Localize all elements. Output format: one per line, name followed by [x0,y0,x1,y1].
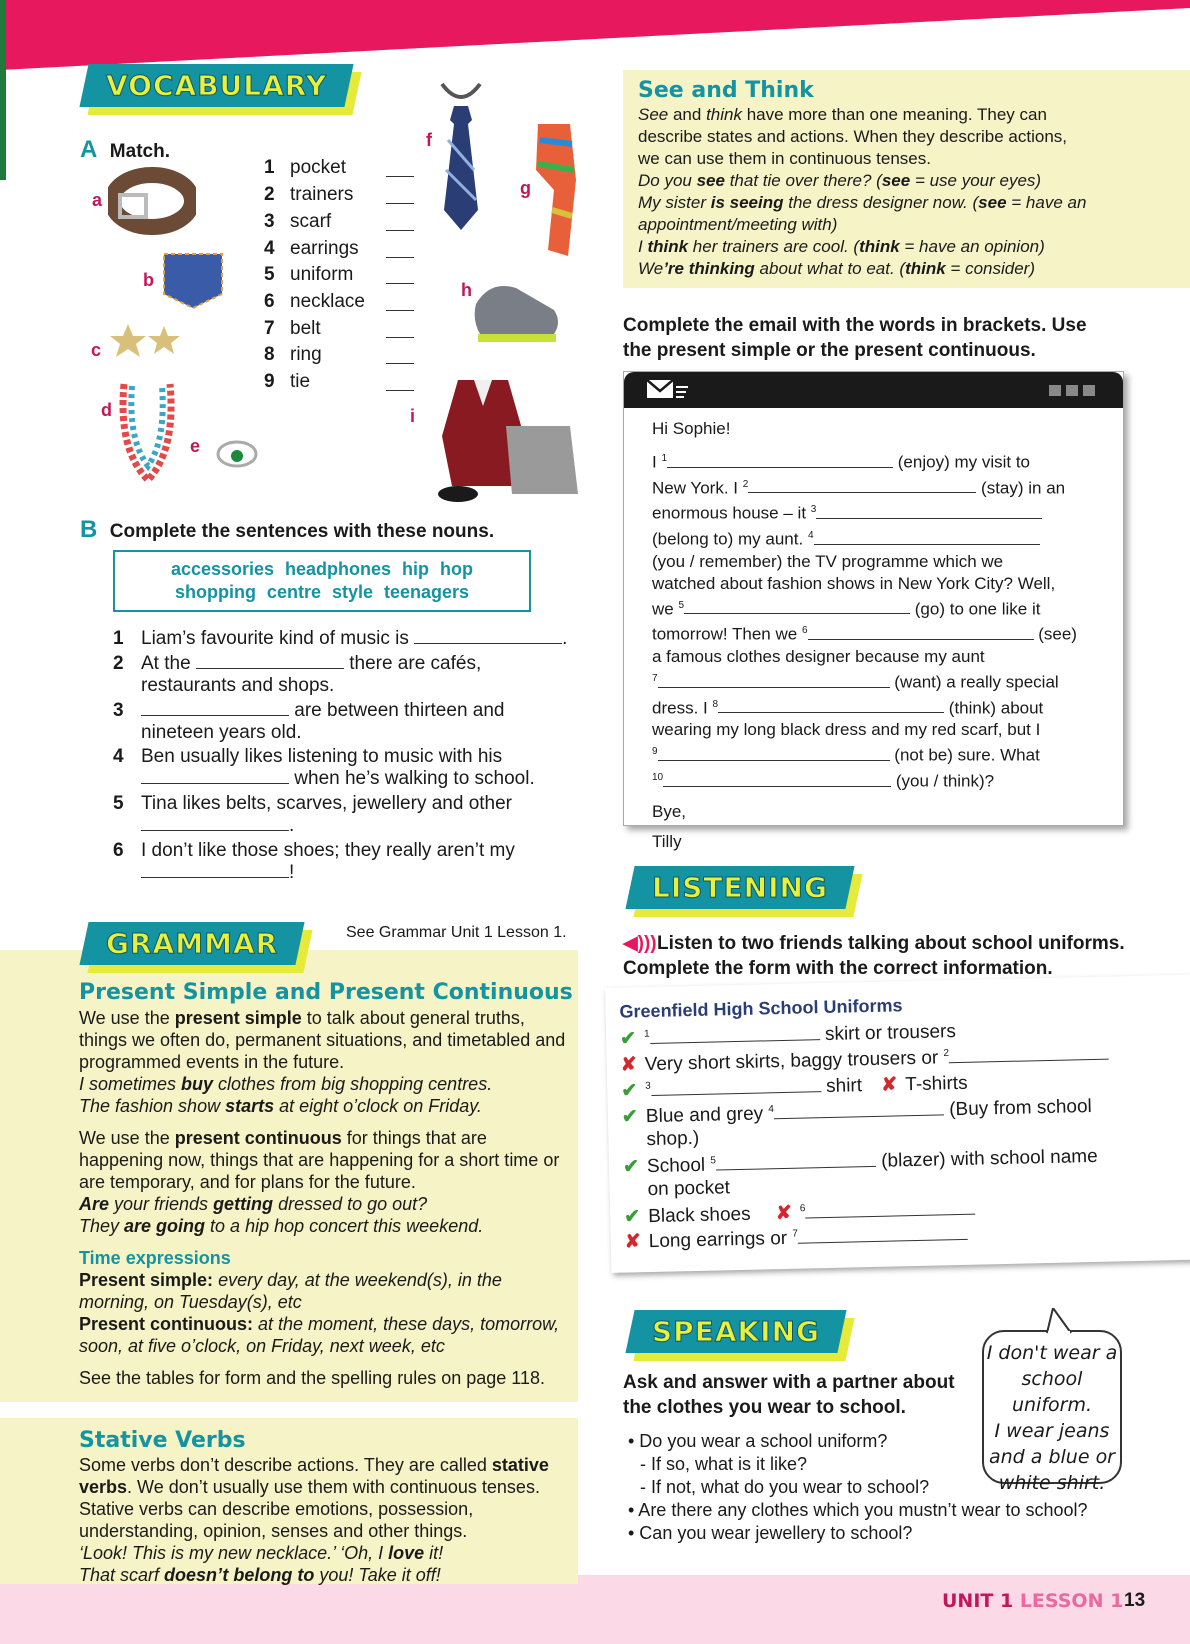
see-think-line: appointment/meeting with) [638,215,838,234]
form-row: ✔ $^3$ shirt ✘ T-shirts [621,1072,968,1102]
email-blank-7[interactable] [658,672,890,688]
email-line: a famous clothes designer because my aunt [652,646,985,666]
cross-icon: ✘ [620,1054,637,1076]
uniform-image [428,376,578,504]
time-expr-simple: Present simple: every day, at the weekend(s), in the morning, on Tuesday(s), etc [79,1270,502,1312]
email-header-bar [624,372,1123,408]
pic-letter-e: e [190,436,201,456]
email-blank-10[interactable] [663,771,891,787]
email-greeting: Hi Sophie! [652,419,731,438]
form-row: ✘ Very short skirts, baggy trousers or $^2$ [620,1043,1109,1077]
listening-badge: LISTENING [630,866,850,909]
tick-icon: ✔ [621,1080,638,1102]
see-think-line: we can use them in continuous tenses. [638,149,931,168]
pic-letter-a: a [92,190,103,210]
match-item: 7 belt [264,318,321,344]
stative-example: ‘Look! This is my new necklace.’ ‘Oh, I love it! [79,1543,444,1563]
sentence-3: 3 are between thirteen and nineteen years old. [113,700,505,743]
match-item: 1 pocket [264,157,346,183]
form-row: ✘ Long earrings or $^7$ [625,1223,969,1254]
envelope-icon [646,378,690,402]
noun-box [113,550,531,612]
email-blank-5[interactable] [684,598,910,614]
stative-heading: Stative Verbs [79,1428,246,1453]
grammar-reference: See Grammar Unit 1 Lesson 1. [346,924,567,941]
speech-bubble: I don't wear a school uniform. I wear jeans and a blue or white shirt. [982,1330,1122,1484]
email-window [623,371,1124,851]
tie-image [434,80,488,232]
window-control-icon[interactable] [1066,385,1078,396]
tick-icon: ✔ [621,1106,639,1128]
grammar-paragraph: We use the present simple to talk about general truths, things we often do, permanent situations, and timetabled and programmed events in the future. [79,1008,566,1072]
ring-image [214,434,260,470]
match-item: 6 necklace [264,291,365,317]
form-row: ✔ $^1$ skirt or trousers [619,1021,957,1050]
audio-icon[interactable]: ◀))) [623,933,657,954]
email-body [652,414,1112,853]
form-row: ✔ Blue and grey $^4$ (Buy from school [621,1095,1092,1128]
exercise-letter-b: B [80,516,98,543]
email-blank-3[interactable] [816,503,1042,519]
email-line: $^9$ (not be) sure. What [652,745,1040,765]
match-item: 8 ring [264,344,322,370]
page-number: 13 [1124,1590,1146,1611]
exercise-a-header [80,136,170,164]
email-line: New York. I $^2$ (stay) in an [652,478,1066,498]
listening-instruction: ◀)))Listen to two friends talking about school uniforms. Complete the form with the correct information. [623,933,1125,979]
form-title: Greenfield High School Uniforms [619,995,903,1022]
speaking-question: • Are there any clothes which you mustn’t wear to school? [628,1500,1088,1520]
match-item: 2 trainers [264,184,353,210]
noun-line: shopping centre style teenagers [174,582,470,602]
see-think-line: Do you see that tie over there? (see = use your eyes) [638,171,1042,190]
pic-letter-f: f [426,130,432,150]
match-item: 4 earrings [264,238,359,264]
form-row: ✔ School $^5$ (blazer) with school name [622,1145,1098,1178]
cross-icon: ✘ [624,1231,641,1253]
match-item: 3 scarf [264,211,331,237]
exercise-b-title: Complete the sentences with these nouns. [109,521,495,542]
see-think-line: My sister is seeing the dress designer now. (see = have an [638,193,1087,212]
email-line: tomorrow! Then we $^6$ (see) [652,624,1077,644]
sentence-6: 6 I don’t like those shoes; they really aren’t my ! [113,840,515,883]
window-control-icon[interactable] [1049,385,1061,396]
form-blank-2[interactable] [949,1044,1109,1064]
email-instruction: Complete the email with the words in brackets. Use the present simple or the present continuous. [623,315,1087,361]
form-row-cont: shop.) [646,1127,700,1151]
speaking-question: • Do you wear a school uniform? [628,1431,888,1451]
stative-body [79,1454,569,1586]
match-item: 5 uniform [264,264,353,290]
answer-blank[interactable] [141,815,289,831]
sentence-5: 5 Tina likes belts, scarves, jewellery and other . [113,793,513,836]
tick-icon: ✔ [622,1156,640,1178]
exercise-letter-a: A [80,136,98,163]
footer-unit-lesson: UNIT 1 LESSON 1 [942,1590,1124,1612]
speaking-badge: SPEAKING [630,1310,842,1353]
uniform-form [605,975,1190,1273]
form-blank-7[interactable] [798,1224,968,1244]
sentence-1: 1 Liam’s favourite kind of music is . [113,628,568,649]
tables-reference: See the tables for form and the spelling rules on page 118. [79,1368,545,1388]
pic-letter-i: i [410,406,416,426]
tick-icon: ✔ [619,1028,637,1050]
pic-letter-b: b [143,270,154,290]
see-think-line: We’re thinking about what to eat. (think = consider) [638,259,1035,278]
email-blank-2[interactable] [748,477,976,493]
grammar-example: I sometimes buy clothes from big shopping centres. [79,1074,493,1094]
email-line: we $^5$ (go) to one like it [652,599,1041,619]
trainers-image [470,274,566,352]
sentence-2: 2 At the there are cafés, restaurants and shops. [113,653,482,696]
window-control-icon[interactable] [1083,385,1095,396]
stative-example: That scarf doesn’t belong to you! Take it off! [79,1565,441,1585]
email-line: $^7$ (want) a really special [652,672,1059,692]
email-line: I $^1$ (enjoy) my visit to [652,452,1031,472]
see-think-line: See and think have more than one meaning. They can [638,105,1047,124]
grammar-paragraph: We use the present continuous for things that are happening now, things that are happening for a short time or are temporary, and for plans for the future. [79,1128,560,1192]
email-line: wearing my long black dress and my red scarf, but I [652,720,1041,740]
email-blank-8[interactable] [718,697,944,713]
email-closing: Bye, [652,801,687,821]
tick-icon: ✔ [623,1206,641,1228]
pic-letter-h: h [461,280,472,300]
answer-blank[interactable] [141,700,289,716]
form-blank-6[interactable] [805,1199,975,1219]
email-blank-9[interactable] [658,745,890,761]
answer-blank[interactable] [196,653,344,669]
time-expr-continuous: Present continuous: at the moment, these days, tomorrow, soon, at five o’clock, on Friday, next week, etc [79,1314,560,1356]
form-blank-1[interactable] [649,1024,819,1044]
grammar-example: They are going to a hip hop concert this weekend. [79,1216,484,1236]
side-strip [0,0,6,180]
email-line: dress. I $^8$ (think) about [652,698,1044,718]
email-line: watched about fashion shows in New York City? Well, [652,573,1056,593]
form-row: ✔ Black shoes ✘ $^6$ [624,1198,976,1229]
email-line: enormous house – it $^3$ [652,499,1112,525]
form-blank-5[interactable] [716,1151,876,1171]
speaking-subquestion: - If so, what is it like? [640,1454,808,1474]
email-line: $^{10}$ (you / think)? [652,771,995,791]
answer-blank[interactable] [141,862,289,878]
necklace-image [116,380,180,490]
stative-paragraph: Some verbs don’t describe actions. They are called stative verbs. We don’t usually use them with continuous tenses. Stative verbs can describe emotions, possession, understanding, opinion, senses and other things. [79,1455,549,1541]
time-expressions-heading: Time expressions [79,1248,231,1268]
speaking-subquestion: - If not, what do you wear to school? [640,1477,930,1497]
email-blank-1[interactable] [667,452,893,468]
pocket-image [160,250,226,312]
grammar-example: Are your friends getting dressed to go out? [79,1194,428,1214]
grammar-body [79,1007,569,1389]
email-blank-6[interactable] [808,624,1034,640]
vocabulary-badge: VOCABULARY [84,64,349,107]
cross-icon: ✘ [775,1202,793,1225]
exercise-a-title: Match. [109,141,170,162]
sentence-4: 4 Ben usually likes listening to music with his when he’s walking to school. [113,746,535,789]
pic-letter-d: d [101,400,112,420]
grammar-heading: Present Simple and Present Continuous [79,980,573,1005]
form-blank-3[interactable] [651,1076,821,1096]
grammar-badge: GRAMMAR [84,922,300,965]
match-item: 9 tie [264,371,310,397]
see-think-body [638,104,1183,280]
email-blank-4[interactable] [814,529,1040,545]
pic-letter-g: g [520,178,531,198]
speaking-instruction: Ask and answer with a partner about the clothes you wear to school. [623,1372,955,1418]
belt-image [108,165,196,237]
answer-blank[interactable] [414,628,562,644]
see-think-line: describe states and actions. When they describe actions, [638,127,1068,146]
grammar-example: The fashion show starts at eight o’clock on Friday. [79,1096,482,1116]
email-line: (you / remember) the TV programme which we [652,551,1004,571]
see-think-heading: See and Think [638,78,814,103]
email-signature: Tilly [652,831,682,851]
form-blank-4[interactable] [774,1099,944,1119]
noun-line: accessories headphones hip hop [170,559,474,579]
exercise-b-header [80,516,494,544]
speaking-question: • Can you wear jewellery to school? [628,1523,913,1543]
earrings-image [110,320,184,364]
scarf-image [528,120,580,260]
email-line: (belong to) my aunt. $^4$ [652,525,1112,551]
pic-letter-c: c [91,340,102,360]
cross-icon: ✘ [881,1074,898,1096]
see-think-line: I think her trainers are cool. (think = have an opinion) [638,237,1045,256]
form-row-cont: on pocket [647,1177,731,1201]
answer-blank[interactable] [141,768,289,784]
speech-bubble-tail [1045,1308,1075,1334]
